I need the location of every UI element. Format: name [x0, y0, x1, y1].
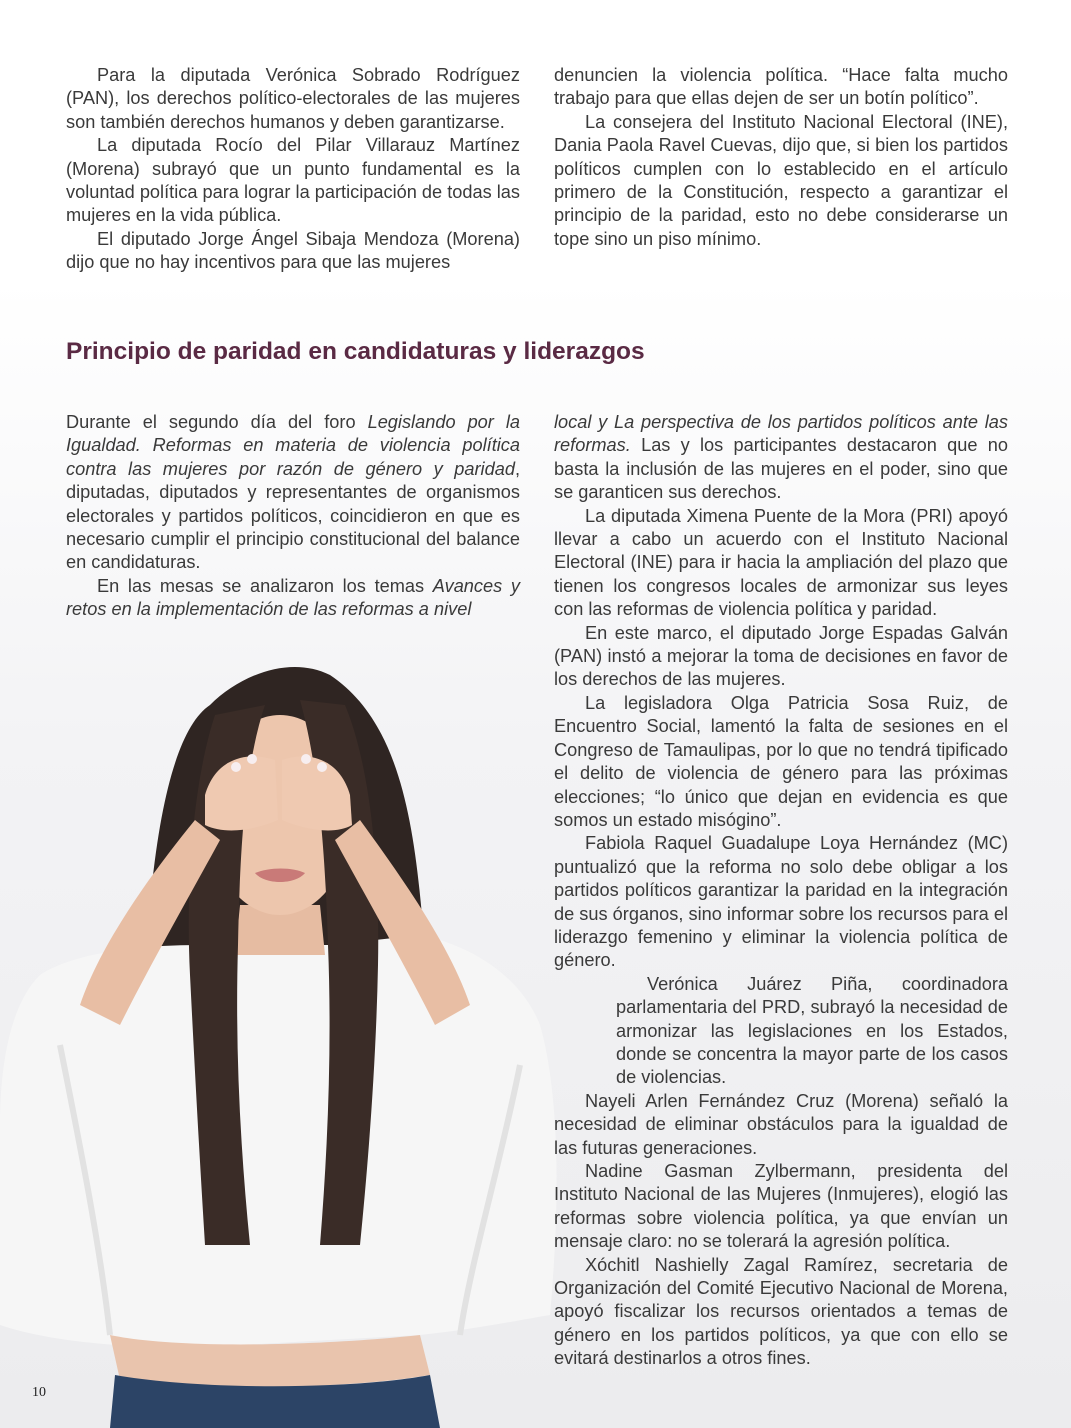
text-run: Las y los participantes destacaron que no basta la inclusión de las mujeres en el poder, sino que se garanticen sus derechos. [554, 435, 1008, 503]
paragraph: La diputada Rocío del Pilar Villarauz Martínez (Morena) subrayó que un punto fundamental es la voluntad política para lograr la participación de todas las mujeres en la vida pública. [66, 135, 520, 226]
paragraph: denuncien la violencia política. “Hace falta mucho trabajo para que ellas dejen de ser un botín político”. [554, 65, 1008, 109]
top-right-column [554, 64, 1008, 251]
lower-left-column [66, 411, 520, 622]
paragraph [66, 575, 520, 622]
paragraph: Nadine Gasman Zylbermann, presidenta del Instituto Nacional de las Mujeres (Inmujeres), elogió las reformas sobre violencia política, ya que envían un mensaje claro: no se tolerará la agresión política. [554, 1161, 1008, 1252]
paragraph: Nayeli Arlen Fernández Cruz (Morena) señaló la necesidad de eliminar obstáculos para la igualdad de las futuras generaciones. [554, 1090, 1008, 1158]
paragraph: El diputado Jorge Ángel Sibaja Mendoza (Morena) dijo que no hay incentivos para que las mujeres [66, 228, 520, 273]
paragraph [554, 411, 1008, 505]
paragraph: La consejera del Instituto Nacional Electoral (INE), Dania Paola Ravel Cuevas, dijo que, si bien los partidos políticos cumplen con lo establecido en el artículo primero de la Constitución, respecto a garantizar el principio de la paridad, esto no debe considerarse un tope sino un piso mínimo. [554, 111, 1008, 249]
paragraph: Verónica Juárez Piña, coordinadora parlamentaria del PRD, subrayó la necesidad de armonizar las legislaciones en los Estados, donde se concentra la mayor parte de los casos de violencias. [616, 973, 1008, 1088]
paragraph: En este marco, el diputado Jorge Espadas Galván (PAN) instó a mejorar la toma de decisiones en favor de los derechos de las mujeres. [554, 622, 1008, 690]
lower-right-column [554, 411, 1008, 1371]
table-topic: local y La perspectiva de los partidos políticos ante las reformas. [554, 412, 1008, 456]
paragraph: La diputada Ximena Puente de la Mora (PRI) apoyó llevar a cabo un acuerdo con el Instituto Nacional Electoral (INE) para ir hacia la ampliación del plazo que tienen los congresos locales de armonizar sus leyes con las reformas de violencia política y paridad. [554, 505, 1008, 620]
table-topic: Avances y retos en la implementación de las reformas a nivel [66, 575, 521, 620]
paragraph: La legisladora Olga Patricia Sosa Ruiz, de Encuentro Social, lamentó la falta de sesiones en el Congreso de Tamaulipas, por lo que no tendrá tipificado el delito de violencia de género para las próximas elecciones; “lo único que dejan en evidencia es que somos un estado misógino”. [554, 692, 1008, 830]
paragraph [66, 411, 520, 575]
top-left-column [66, 64, 520, 275]
woman-covering-eyes-photo [0, 645, 650, 1428]
paragraph: Para la diputada Verónica Sobrado Rodríguez (PAN), los derechos político-electorales de las mujeres son también derechos humanos y deben garantizarse. [66, 65, 520, 132]
text-run: , diputadas, diputados y representantes de organismos electorales y partidos políticos, coincidieron en que es necesario cumplir el principio constitucional del balance en candidaturas. [66, 458, 520, 573]
text-run: En las mesas se analizaron los temas [97, 575, 433, 596]
paragraph [554, 832, 1008, 972]
section-title: Principio de paridad en candidaturas y liderazgos [66, 338, 645, 365]
event-title: Legislando por la Igualdad. Reformas en materia de violencia política contra las mujeres por razón de género y paridad [66, 412, 521, 479]
page-number: 10 [32, 1385, 46, 1400]
text-run: Durante el segundo día del foro [66, 412, 368, 432]
text-run: Fabiola Raquel Guadalupe Loya Hernández (MC) puntualizó que la reforma no solo debe obligar a los partidos políticos garantizar la paridad en la integración de sus órganos, sino informar sobre los recursos para el liderazgo femenino y eliminar la violencia política de género. [554, 833, 1008, 971]
paragraph: Xóchitl Nashielly Zagal Ramírez, secretaria de Organización del Comité Ejecutivo Nacional de Morena, apoyó fiscalizar los recursos orientados a temas de género en los partidos políticos, ya que con ello se evitará destinarlos a otros fines. [554, 1254, 1008, 1369]
